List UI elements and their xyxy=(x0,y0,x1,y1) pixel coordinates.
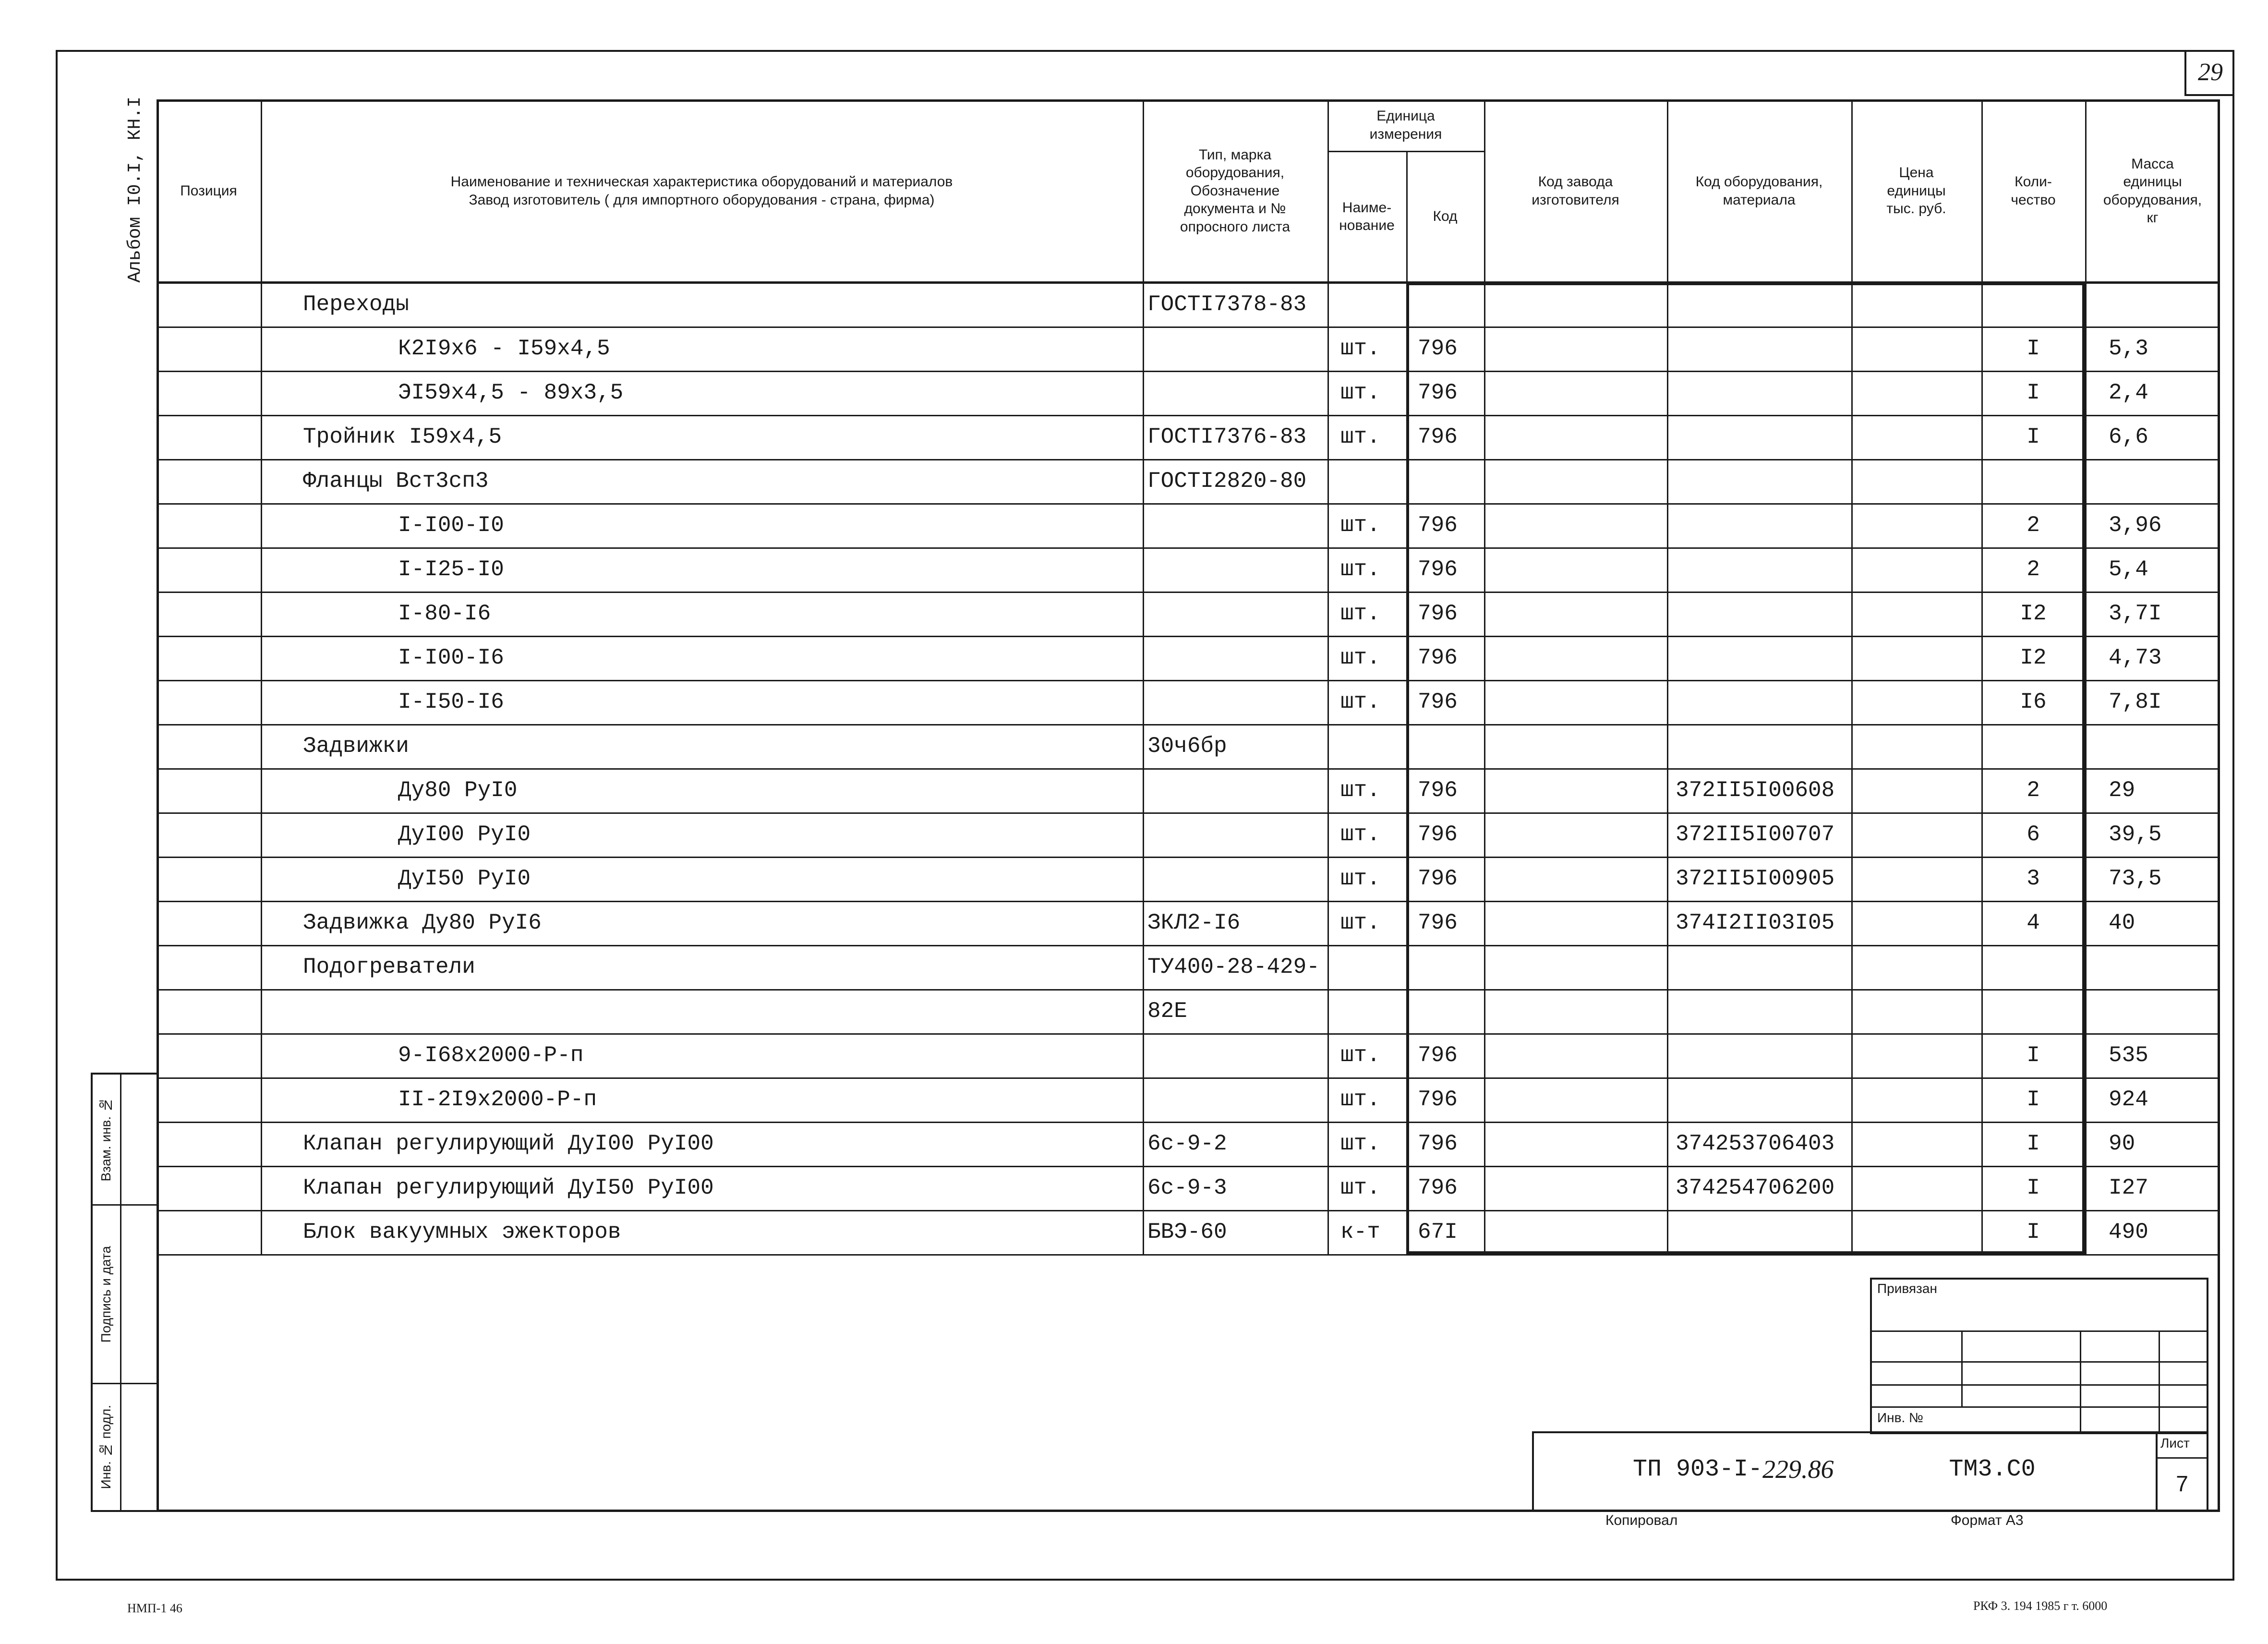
item-name: I-80-I6 xyxy=(398,601,491,626)
header-equip-code: Код оборудования, материала xyxy=(1695,174,1823,208)
item-unit-code: 796 xyxy=(1418,822,1458,847)
item-unit-code: 796 xyxy=(1418,866,1458,891)
item-qty: I xyxy=(2027,1043,2040,1068)
item-name: Переходы xyxy=(303,292,409,317)
bound-line xyxy=(1870,1406,2208,1408)
bound-line xyxy=(1870,1384,2208,1386)
item-unit-code: 796 xyxy=(1418,645,1458,670)
item-mass: 3,96 xyxy=(2109,513,2162,538)
item-type: ГОСТI7378-83 xyxy=(1147,292,1307,317)
item-mass xyxy=(2085,282,2220,326)
album-label xyxy=(124,96,146,283)
page-number: 29 xyxy=(2184,50,2234,96)
item-name: Фланцы Вст3сп3 xyxy=(303,469,489,494)
item-unit-code: 796 xyxy=(1418,910,1458,935)
item-name: ДуI50 РуI0 xyxy=(398,866,531,891)
item-type xyxy=(1143,1077,1327,1122)
format-label: Формат А3 xyxy=(1951,1512,2024,1528)
item-type xyxy=(1143,326,1327,371)
item-type xyxy=(1143,547,1327,592)
bound-line xyxy=(1870,1361,2208,1363)
item-unit: шт. xyxy=(1340,1087,1380,1112)
item-name: I-I00-I6 xyxy=(398,645,504,670)
header-position: Позиция xyxy=(180,182,237,199)
bound-line xyxy=(1870,1330,2208,1332)
item-type: ГОСТI7376-83 xyxy=(1147,424,1307,449)
item-unit-code: 796 xyxy=(1418,601,1458,626)
sheet-divider xyxy=(2156,1457,2208,1459)
item-mass: I27 xyxy=(2109,1175,2148,1200)
header-qty: Коли- чество xyxy=(2011,174,2056,208)
item-name: 9-I68x2000-Р-п xyxy=(398,1043,584,1068)
item-qty: I2 xyxy=(2020,601,2047,626)
item-qty: I xyxy=(2027,1131,2040,1156)
sign-date-text: Подпись и дата xyxy=(98,1245,113,1343)
bound-col-line xyxy=(1961,1330,1963,1406)
item-mass xyxy=(2085,724,2220,768)
item-qty: I xyxy=(2027,336,2040,361)
item-unit-code: 67I xyxy=(1418,1220,1458,1245)
header-unit: Единица измерения xyxy=(1369,108,1442,142)
item-unit: шт. xyxy=(1340,689,1380,714)
item-mass: 3,7I xyxy=(2109,601,2162,626)
item-qty: I2 xyxy=(2020,645,2047,670)
item-mass xyxy=(2085,945,2220,989)
header-name: Наименование и техническая характеристика оборудований и материалов Завод изготовитель ( для импортного оборудования - страна, фирма) xyxy=(450,174,953,208)
header-type: Тип, марка оборудования, Обозначение документа и № опросного листа xyxy=(1180,146,1291,235)
document-code-prefix: ТП 903-I- xyxy=(1633,1455,1763,1483)
item-type xyxy=(1143,680,1327,724)
item-type xyxy=(1143,371,1327,415)
side-strip-column-line xyxy=(120,1073,121,1512)
document-code xyxy=(1532,1433,2156,1505)
document-mark: ТМ3.С0 xyxy=(1949,1455,2036,1483)
item-equip-code: 372II5I00707 xyxy=(1676,822,1835,847)
item-mass: 40 xyxy=(2109,910,2135,935)
item-mass: 4,73 xyxy=(2109,645,2162,670)
item-mass: 6,6 xyxy=(2109,424,2148,449)
album-label-text: Альбом I0.I, КН.I xyxy=(124,97,145,283)
item-type xyxy=(1143,503,1327,547)
item-mass: 29 xyxy=(2109,778,2135,803)
item-name: I-I25-I0 xyxy=(398,557,504,582)
item-qty: I xyxy=(2027,424,2040,449)
item-type: ТУ400-28-429- xyxy=(1147,955,1320,979)
item-equip-code: 374253706403 xyxy=(1676,1131,1835,1156)
item-type: 30ч6бр xyxy=(1147,734,1227,759)
item-type xyxy=(1143,857,1327,901)
item-name: Ду80 РуI0 xyxy=(398,778,518,803)
item-unit xyxy=(1327,282,1406,326)
item-name: Клапан регулирующий ДуI00 РуI00 xyxy=(303,1131,714,1156)
item-name xyxy=(261,989,1143,1033)
item-name: Клапан регулирующий ДуI50 РуI00 xyxy=(303,1175,714,1200)
orig-inv-label xyxy=(92,1384,120,1510)
item-unit xyxy=(1327,945,1406,989)
item-unit-code: 796 xyxy=(1418,380,1458,405)
item-unit: шт. xyxy=(1340,336,1380,361)
item-equip-code: 374254706200 xyxy=(1676,1175,1835,1200)
item-qty: 6 xyxy=(2027,822,2040,847)
row-line xyxy=(157,1254,2220,1256)
item-unit: шт. xyxy=(1340,1043,1380,1068)
item-unit: шт. xyxy=(1340,601,1380,626)
item-type: 82Е xyxy=(1147,999,1187,1024)
item-qty: 4 xyxy=(2027,910,2040,935)
item-type: 6с-9-2 xyxy=(1147,1131,1227,1156)
item-unit: шт. xyxy=(1340,424,1380,449)
item-type xyxy=(1143,812,1327,857)
sheet-number: 7 xyxy=(2176,1471,2188,1496)
item-mass: 535 xyxy=(2109,1043,2148,1068)
replace-inv-label xyxy=(92,1075,120,1204)
item-mass: 7,8I xyxy=(2109,689,2162,714)
item-unit: шт. xyxy=(1340,1175,1380,1200)
item-mass: 490 xyxy=(2109,1220,2148,1245)
item-mass: 90 xyxy=(2109,1131,2135,1156)
item-unit-code: 796 xyxy=(1418,513,1458,538)
item-unit: шт. xyxy=(1340,822,1380,847)
item-type: 6с-9-3 xyxy=(1147,1175,1227,1200)
item-unit: шт. xyxy=(1340,380,1380,405)
item-unit-code: 796 xyxy=(1418,1043,1458,1068)
bound-col-line xyxy=(2159,1330,2160,1434)
item-unit-code: 796 xyxy=(1418,424,1458,449)
item-unit-code: 796 xyxy=(1418,689,1458,714)
item-unit: шт. xyxy=(1340,866,1380,891)
replace-inv-text: Взам. инв. № xyxy=(98,1097,113,1182)
item-type xyxy=(1143,1033,1327,1077)
item-unit-code: 796 xyxy=(1418,1131,1458,1156)
item-name: Блок вакуумных эжекторов xyxy=(303,1220,621,1245)
item-equip-code: 372II5I00905 xyxy=(1676,866,1835,891)
item-equip-code: 374I2II03I05 xyxy=(1676,910,1835,935)
item-name: II-2I9x2000-Р-п xyxy=(398,1087,597,1112)
item-unit-code: 796 xyxy=(1418,557,1458,582)
sheet-label: Лист xyxy=(2160,1436,2190,1451)
bound-label: Привязан xyxy=(1877,1281,1937,1296)
item-unit: шт. xyxy=(1340,1131,1380,1156)
item-qty: I xyxy=(2027,1175,2040,1200)
bold-border-box xyxy=(1406,282,2085,1254)
print-info: РКФ 3. 194 1985 г т. 6000 xyxy=(1973,1599,2108,1613)
item-unit: шт. xyxy=(1340,778,1380,803)
item-qty: 2 xyxy=(2027,557,2040,582)
item-name: Тройник I59x4,5 xyxy=(303,424,502,449)
copied-label: Копировал xyxy=(1605,1512,1678,1528)
item-name: I-I50-I6 xyxy=(398,689,504,714)
item-qty: I xyxy=(2027,1087,2040,1112)
form-code: НМП-1 46 xyxy=(127,1601,182,1615)
item-name: I-I00-I0 xyxy=(398,513,504,538)
item-qty: 2 xyxy=(2027,513,2040,538)
item-qty: 3 xyxy=(2027,866,2040,891)
item-mass xyxy=(2085,989,2220,1033)
document-code-number: 229.86 xyxy=(1762,1455,1834,1484)
item-name: Подогреватели xyxy=(303,955,475,979)
item-qty: 2 xyxy=(2027,778,2040,803)
item-unit xyxy=(1327,724,1406,768)
item-qty: I xyxy=(2027,380,2040,405)
item-mass: 39,5 xyxy=(2109,822,2162,847)
item-type: ЗКЛ2-I6 xyxy=(1147,910,1241,935)
item-unit xyxy=(1327,989,1406,1033)
item-mass xyxy=(2085,459,2220,503)
header-unit-code: Код xyxy=(1433,208,1458,225)
item-mass: 73,5 xyxy=(2109,866,2162,891)
item-type xyxy=(1143,768,1327,812)
header-unit-divider xyxy=(1327,151,1484,152)
item-unit: шт. xyxy=(1340,557,1380,582)
sign-date-label xyxy=(92,1206,120,1383)
item-mass: 2,4 xyxy=(2109,380,2148,405)
item-qty: I6 xyxy=(2020,689,2047,714)
item-equip-code: 372II5I00608 xyxy=(1676,778,1835,803)
item-name: ЭI59x4,5 - 89x3,5 xyxy=(398,380,624,405)
item-mass: 5,3 xyxy=(2109,336,2148,361)
item-unit-code: 796 xyxy=(1418,336,1458,361)
header-mass: Масса единицы оборудования, кг xyxy=(2103,156,2202,226)
inv-no-label: Инв. № xyxy=(1877,1410,1924,1425)
item-unit-code: 796 xyxy=(1418,1087,1458,1112)
item-unit-code: 796 xyxy=(1418,1175,1458,1200)
item-unit xyxy=(1327,459,1406,503)
item-name: Задвижка Ду80 РуI6 xyxy=(303,910,542,935)
header-unit-name: Наиме- нование xyxy=(1339,199,1395,233)
item-unit-code: 796 xyxy=(1418,778,1458,803)
header-price: Цена единицы тыс. руб. xyxy=(1886,165,1946,217)
item-unit: к-т xyxy=(1340,1220,1380,1245)
item-type: БВЭ-60 xyxy=(1147,1220,1227,1245)
item-name: К2I9x6 - I59x4,5 xyxy=(398,336,610,361)
item-type: ГОСТI2820-80 xyxy=(1147,469,1307,494)
item-type xyxy=(1143,592,1327,636)
item-name: ДуI00 РуI0 xyxy=(398,822,531,847)
bound-col-line xyxy=(2080,1330,2081,1434)
item-mass: 924 xyxy=(2109,1087,2148,1112)
orig-inv-text: Инв. № подл. xyxy=(98,1405,113,1489)
item-unit: шт. xyxy=(1340,645,1380,670)
item-unit: шт. xyxy=(1340,910,1380,935)
header-plant-code: Код завода изготовителя xyxy=(1532,174,1619,208)
item-unit: шт. xyxy=(1340,513,1380,538)
item-type xyxy=(1143,636,1327,680)
item-name: Задвижки xyxy=(303,734,409,759)
item-qty: I xyxy=(2027,1220,2040,1245)
item-mass: 5,4 xyxy=(2109,557,2148,582)
